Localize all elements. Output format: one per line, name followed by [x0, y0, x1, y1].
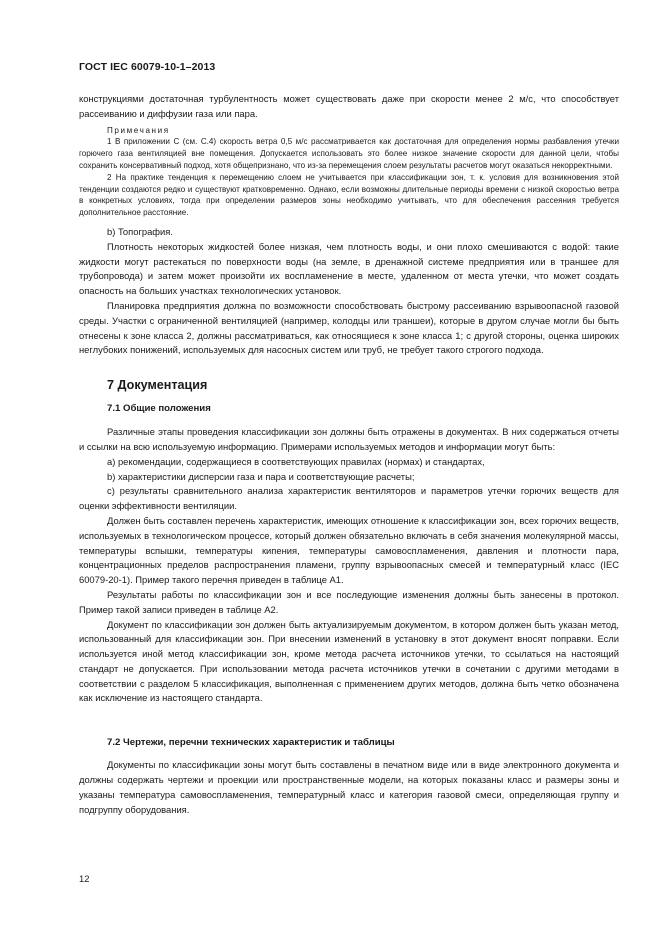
topography-block [79, 225, 619, 358]
section-7-title: 7 Документация [107, 378, 208, 393]
topography-paragraph-2: Планировка предприятия должна по возможности способствовать быстрому рассеиванию взрывоопасной газовой среды. Участки с ограниченной вентиляцией (например, колодцы или траншеи), которые в другом случае могли бы быть отнесены к зоне класса 2, должны рассматриваться, как относящиеся к зоне класса 1; с другой стороны, оценка широких неглубоких понижений, используемых для насосных систем или труб, не требует такого строгого подхода. [79, 299, 619, 356]
section-7-1-paragraph-1: Должен быть составлен перечень характеристик, имеющих отношение к классификации зон, всех горючих веществ, используемых в технологическом процессе, который должен обязательно включать в себя значения молекулярной массы, температуры вспышки, температуры кипения, температуры самовоспламенения, давления и плотности пара, концентрационных пределов распространения пламени, группу взрывоопасных смесей и температурный класс (IEC 60079-20-1). Пример такого перечня приведен в таблице А1. [79, 514, 619, 586]
section-7-1-intro: Различные этапы проведения классификации зон должны быть отражены в документах. В них содержаться отчеты и ссылки на всю используемую информацию. Примерами используемых методов и информации могут быть: [79, 426, 619, 452]
topography-paragraph-1: Плотность некоторых жидкостей более низкая, чем плотность воды, и они плохо смешиваются с водой: такие жидкости могут растекаться по поверхности воды (на земле, в дренажной системе предприятия или в траншее для трубопровода) и затем может произойти их воспламенение в месте, удаленном от места утечки, что может создать опасность на больших участках технологических установок. [79, 240, 619, 297]
standard-header: ГОСТ IEC 60079-10-1–2013 [79, 61, 216, 73]
section-7-1-paragraph-3: Документ по классификации зон должен быть актуализируемым документом, в котором должен быть указан метод, использованный для классификации зон. При внесении изменений в установку в этот документ вносят поправки. Если используется иной метод классификации зон, кроме метода расчета источников утечки, то ссылаться на настоящий стандарт не допускается. При использовании метода расчета источников утечки в сочетании с другими методами в соответствии с разделом 5 классификация, выполненная с применением других методов, должна быть четко обозначена как исключение из настоящего стандарта. [79, 618, 619, 704]
section-7-2-title: 7.2 Чертежи, перечни технических характеристик и таблицы [107, 737, 395, 749]
continuation-paragraph: конструкциями достаточная турбулентность может существовать даже при скорости менее 2 м/с, что способствует рассеиванию и диффузии газа или пара. [79, 93, 619, 119]
note-item-2: 2 На практике тенденция к перемещению слоем не учитывается при классификации зон, т. к. условия для возникновения этой тенденции создаются редко и существуют кратковременно. Однако, если возможны длительные периоды времени с низкой скоростью ветра в конкретных условиях, тогда при определении размеров зоны необходимо учитывать, что для обеспечения рассеяния требуется дополнительное расстояние. [79, 172, 619, 218]
section-7-2-body [79, 758, 619, 817]
list-item-c: c) результаты сравнительного анализа характеристик вентиляторов и параметров утечки горючих веществ для оценки эффективности вентиляции. [79, 485, 619, 512]
section-7-1-paragraph-2: Результаты работы по классификации зон и все последующие изменения должны быть занесены в протокол. Пример такой записи приведен в таблице А2. [79, 588, 619, 615]
list-item-b: b) характеристики дисперсии газа и пара и соответствующие расчеты; [107, 470, 415, 482]
section-7-2-paragraph: Документы по классификации зоны могут быть составлены в печатном виде или в виде электронного документа и должны содержать чертежи и проекции или пространственные модели, на которых показаны класс и размеры зоны и указаны температура самовоспламенения, температурный класс и категория газовой смеси, определяющая группу и подгруппу оборудования. [79, 759, 619, 815]
page-content [79, 92, 619, 817]
section-7-1-title: 7.1 Общие положения [107, 403, 211, 415]
note-item-1: 1 В приложении С (см. С.4) скорость ветра 0,5 м/с рассматривается как достаточная для определения нормы разбавления утечки горючего газа вентиляцией вне помещения. Допускается использовать это более низкое значение скорости для данной цели, чтобы сохранить консервативный подход, хотя общепризнано, что из-за перемещения слоем результаты расчетов могут оказаться некорректными. [79, 137, 619, 170]
notes-block [79, 125, 619, 219]
notes-title: Примечания [107, 125, 170, 135]
topography-heading: b) Топография. [107, 225, 173, 237]
page-number: 12 [79, 873, 90, 884]
section-7-1-body [79, 425, 619, 706]
list-item-a: а) рекомендации, содержащиеся в соответствующих правилах (нормах) и стандартах, [107, 455, 485, 467]
